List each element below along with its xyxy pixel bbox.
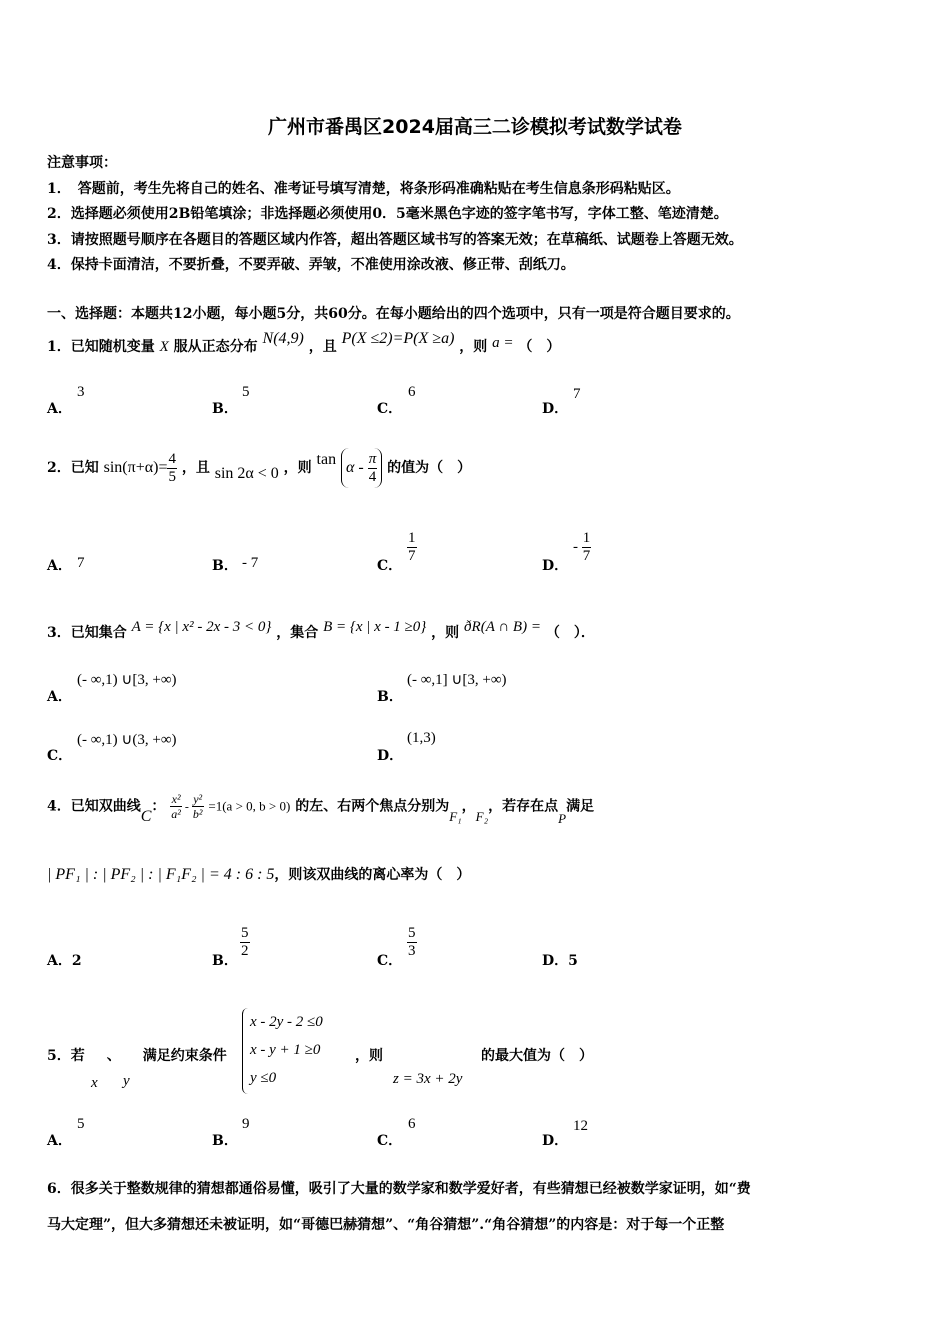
- section-heading: 一、选择题：本题共12小题，每小题5分，共60分。在每小题给出的四个选项中，只有一项是符合题目要求的。: [47, 306, 740, 322]
- q5-option-a-value: 5: [77, 1116, 85, 1132]
- q2-option-d-frac: [582, 530, 592, 565]
- q2-option-d-value: [573, 530, 591, 565]
- q2-option-c-label: C．: [377, 558, 403, 574]
- q4-option-b-frac: [240, 925, 250, 960]
- q1-option-a-label: A．: [47, 401, 72, 417]
- q3-option-b-label: B．: [377, 689, 403, 705]
- q5-option-d-value: 12: [573, 1118, 588, 1134]
- q2-expr-1: sin(π+α)=: [103, 459, 168, 476]
- q2-option-d-num: 1: [582, 530, 591, 546]
- q4-ratio-line: [47, 864, 470, 884]
- q5-objective: z = 3x + 2y: [393, 1071, 463, 1087]
- q3-complement: ðR(A ∩ B) =: [464, 619, 541, 635]
- question-6-line-2: 马大定理”，但大多猜想还未被证明，如“哥德巴赫猜想”、“角谷猜想”.“角谷猜想”的内容是：对于每一个正整: [47, 1217, 725, 1233]
- q2-option-b-value: - 7: [242, 555, 259, 571]
- q2-text-2: ，且: [181, 460, 210, 476]
- q5-text-5: 的最大值为（ ）: [481, 1048, 593, 1064]
- q4-f2: F₂: [475, 808, 489, 824]
- q4-option-d-letter: D．: [542, 953, 569, 969]
- q4-option-c-num: 5: [408, 925, 416, 941]
- q4-text-4: ，若存在点: [488, 798, 559, 815]
- q3-option-d-label: D．: [377, 748, 404, 764]
- q5-constraint-system: [242, 1008, 323, 1094]
- q5-constraint-2: x - y + 1 ≥0: [250, 1042, 321, 1058]
- q4-x2: x²: [171, 792, 181, 806]
- q3-text-2: ，集合: [276, 625, 319, 641]
- q4-frac-x: [170, 792, 182, 821]
- question-5: [47, 1045, 227, 1065]
- notice-item-1: 1． 答题前，考生先将自己的姓名、准考证号填写清楚，将条形码准确粘贴在考生信息条形码粘贴区。: [47, 181, 680, 197]
- q5-option-c-value: 6: [408, 1116, 416, 1132]
- q2-option-c-value: [407, 530, 417, 565]
- q4-equation: =1(a > 0, b > 0): [208, 798, 291, 814]
- q4-option-d-label: [542, 950, 578, 970]
- q2-alpha-minus: α -: [345, 459, 368, 476]
- q1-option-b-label: B．: [212, 401, 238, 417]
- q5-text-1: 5．若: [47, 1048, 85, 1064]
- q5-constraint-3: y ≤0: [250, 1070, 277, 1086]
- q1-text-2: 服从正态分布: [173, 339, 258, 355]
- q4-comma: ，: [461, 798, 476, 815]
- q3-set-b: B = {x | x - 1 ≥0}: [323, 619, 427, 635]
- q1-dist: N(4,9): [262, 330, 304, 347]
- q3-option-b-value: (- ∞,1] ∪[3, +∞): [407, 672, 507, 688]
- question-2: [47, 448, 471, 488]
- q2-option-a-label: A．: [47, 558, 72, 574]
- q1-option-c-value: 6: [408, 384, 416, 400]
- q4-text-3: 的左、右两个焦点分别为: [295, 798, 450, 815]
- q2-frac-num: 4: [168, 450, 176, 467]
- q2-four: 4: [368, 468, 377, 485]
- notice-item-3: 3．请按照题号顺序在各题目的答题区域内作答，超出答题区域书写的答案无效；在草稿纸、试题卷上答题无效。: [47, 232, 743, 248]
- notice-item-4: 4．保持卡面清洁，不要折叠，不要弄破、弄皱，不准使用涂改液、修正带、刮纸刀。: [47, 257, 575, 273]
- q2-option-c-frac: [407, 530, 417, 565]
- q2-option-b-label: B．: [212, 558, 238, 574]
- q2-text-1: 2．已知: [47, 460, 99, 476]
- q5-option-b-value: 9: [242, 1116, 250, 1132]
- q3-set-a: A = {x | x² - 2x - 3 < 0}: [131, 619, 272, 635]
- q2-text-3: ，则: [283, 460, 312, 476]
- q5-constraint-1: x - 2y - 2 ≤0: [250, 1014, 323, 1030]
- q5-var-x: x: [91, 1075, 98, 1091]
- q4-f1: F₁: [449, 808, 462, 824]
- notice-heading: 注意事项：: [47, 155, 117, 171]
- q3-option-a-value: (- ∞,1) ∪[3, +∞): [77, 672, 177, 688]
- q4-option-b-den: 2: [241, 943, 249, 959]
- q3-text-4: （ ）．: [545, 625, 595, 641]
- q1-text-4: ，则: [459, 339, 488, 355]
- q4-a2: a²: [171, 807, 181, 821]
- q4-option-d-value: 5: [568, 953, 578, 969]
- q2-paren: [341, 448, 382, 488]
- q5-text-3: 满足约束条件: [142, 1048, 227, 1064]
- page-title: 广州市番禺区2024届高三二诊模拟考试数学试卷: [268, 116, 682, 138]
- q3-option-a-label: A．: [47, 689, 72, 705]
- question-3: [47, 619, 595, 642]
- q5-text-4: ，则: [355, 1048, 383, 1064]
- q3-option-d-value: (1,3): [407, 730, 436, 746]
- q1-option-b-value: 5: [242, 384, 250, 400]
- q4-option-b-value: [240, 925, 250, 960]
- q3-option-c-value: (- ∞,1) ∪(3, +∞): [77, 732, 177, 748]
- q4-option-a-letter: A．: [47, 953, 72, 969]
- q2-tan: tan: [316, 451, 337, 468]
- question-6-line-1: 6．很多关于整数规律的猜想都通俗易懂，吸引了大量的数学家和数学爱好者，有些猜想已经被数学家证明，如“费: [47, 1181, 751, 1197]
- notice-item-2: 2．选择题必须使用2B铅笔填涂；非选择题必须使用0．5毫米黑色字迹的签字笔书写，字体工整、笔迹清楚。: [47, 206, 728, 222]
- q4-option-c-den: 3: [408, 943, 416, 959]
- question-4: 4．已知双曲线C： $\frac{\text{x²}}{\text{a²}}$ - $\frac{\text{y²}}{\text{b²}}$ =1(a > 0, b > 0) 的左、右两个焦点分别为F₁，F₂，若存在点P满足: [47, 792, 595, 826]
- q3-text-3: ，则: [431, 625, 460, 641]
- q4-ratio: | PF₁ | : | PF₂ | : | F₁F₂ | = 4 : 6 : 5: [47, 866, 275, 883]
- question-1: [47, 330, 561, 356]
- q2-pi: π: [368, 450, 377, 467]
- q4-point: P: [558, 810, 567, 826]
- q1-option-d-value: 7: [573, 386, 581, 402]
- q3-option-c-label: C．: [47, 748, 73, 764]
- q2-option-d-sign: -: [573, 538, 582, 555]
- q5-var-y: y: [123, 1073, 130, 1089]
- q5-option-c-label: C．: [377, 1133, 403, 1149]
- q2-text-4: 的值为（ ）: [387, 460, 472, 476]
- q4-option-c-label: C．: [377, 953, 403, 969]
- q1-condition: P(X ≤2)=P(X ≥a): [341, 330, 455, 347]
- q1-var: X: [159, 339, 169, 355]
- q1-option-d-label: D．: [542, 401, 569, 417]
- q5-option-a-label: A．: [47, 1133, 72, 1149]
- q4-frac-y: [192, 792, 204, 821]
- q2-option-c-num: 1: [408, 530, 416, 546]
- q4-text-6: ，则该双曲线的离心率为（ ）: [274, 867, 471, 883]
- q4-option-c-frac: [407, 925, 417, 960]
- q2-expr-2: sin 2α < 0: [214, 465, 279, 482]
- q4-text-2: ：: [151, 798, 166, 815]
- q4-option-b-num: 5: [241, 925, 249, 941]
- q4-option-c-value: [407, 925, 417, 960]
- q5-text-2: 、: [106, 1048, 121, 1064]
- q2-pi-frac: [368, 451, 378, 486]
- q2-option-c-den: 7: [408, 548, 416, 564]
- q2-option-d-label: D．: [542, 558, 569, 574]
- q2-frac-den: 5: [168, 468, 176, 485]
- q4-text-1: 4．已知双曲线: [47, 798, 141, 815]
- q4-option-b-label: B．: [212, 953, 238, 969]
- q1-ask: a =: [492, 335, 514, 351]
- q5-option-d-label: D．: [542, 1133, 569, 1149]
- q2-fraction: [167, 451, 177, 486]
- q1-text-5: （ ）: [518, 339, 561, 355]
- q1-text-1: 1．已知随机变量: [47, 339, 155, 355]
- q5-option-b-label: B．: [212, 1133, 238, 1149]
- q4-y2: y²: [193, 792, 203, 806]
- q1-option-c-label: C．: [377, 401, 403, 417]
- q1-text-3: ，且: [308, 339, 337, 355]
- q4-text-5: 满足: [566, 798, 595, 815]
- q2-option-d-den: 7: [582, 548, 591, 564]
- q4-b2: b²: [192, 807, 203, 821]
- q4-curve: C: [140, 807, 152, 825]
- q1-option-a-value: 3: [77, 384, 85, 400]
- q4-option-a-label: [47, 950, 82, 970]
- q4-option-a-value: 2: [71, 953, 82, 969]
- q2-option-a-value: 7: [77, 555, 85, 571]
- q3-text-1: 3．已知集合: [47, 625, 127, 641]
